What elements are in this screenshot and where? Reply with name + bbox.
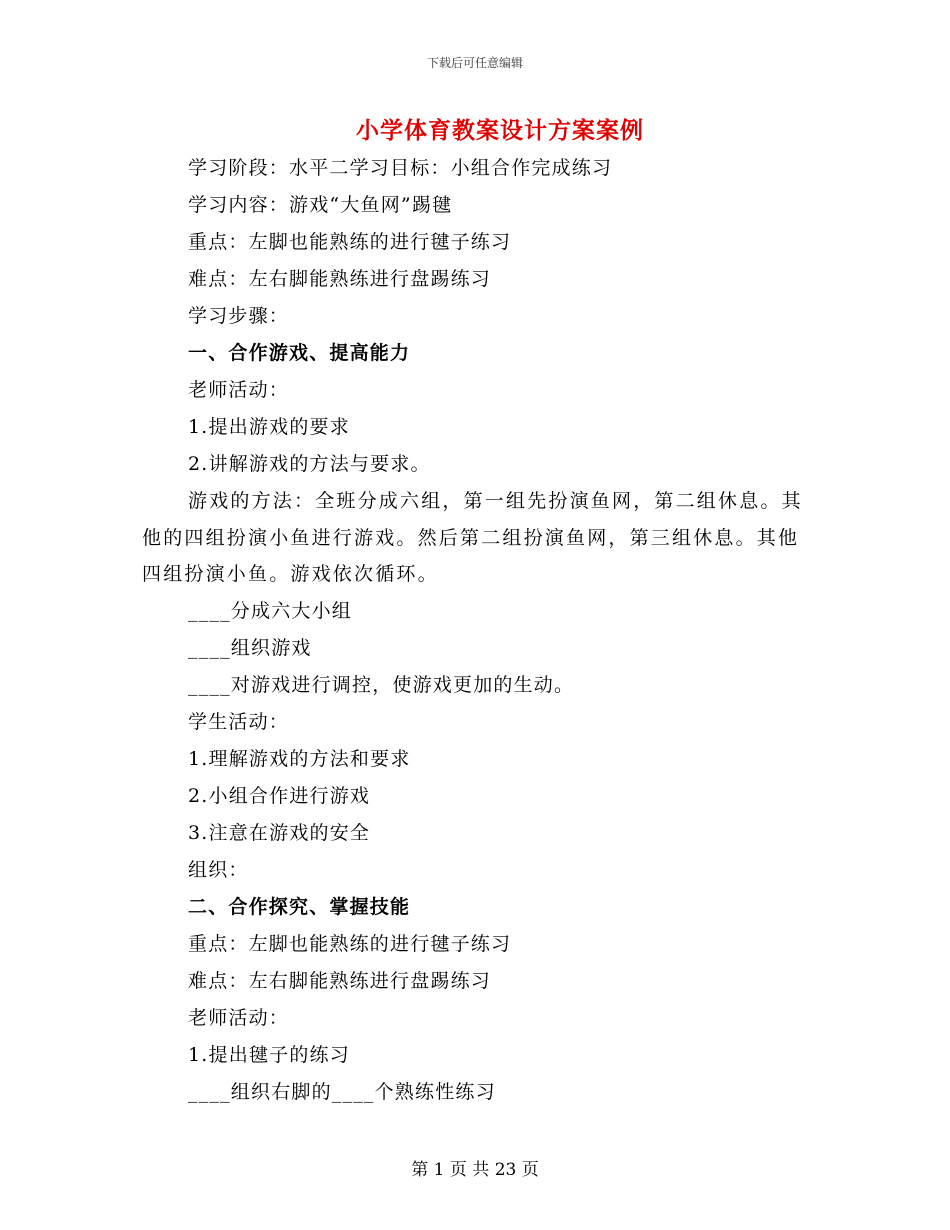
list-item: 2.讲解游戏的方法与要求。 (188, 453, 431, 475)
teacher-activity-label: 老师活动： (188, 379, 290, 401)
list-item: 1.理解游戏的方法和要求 (188, 747, 411, 770)
game-method-paragraph: 游戏的方法：全班分成六组，第一组先扮演鱼网，第二组休息。其他的四组扮演小鱼进行游戏。然后第二组扮演鱼网，第三组休息。其他四组扮演小鱼。游戏依次循环。 (142, 490, 803, 585)
list-item: 2.小组合作进行游戏 (188, 784, 371, 807)
document-title: 小学体育教案设计方案案例 (356, 117, 644, 144)
page-number-footer: 第 1 页 共 23 页 (411, 1160, 539, 1180)
key-point-line: 重点：左脚也能熟练的进行毽子练习 (188, 231, 512, 253)
difficulty-line: 难点：左右脚能熟练进行盘踢练习 (188, 969, 492, 992)
key-point-line: 重点：左脚也能熟练的进行毽子练习 (188, 932, 512, 955)
list-item: ____分成六大小组 (188, 599, 353, 622)
list-item: ____组织右脚的____个熟练性练习 (188, 1080, 496, 1103)
organization-label: 组织： (188, 858, 249, 881)
learning-stage-line: 学习阶段：水平二学习目标：小组合作完成练习 (188, 157, 613, 179)
list-item: 1.提出毽子的练习 (188, 1043, 350, 1066)
difficulty-line: 难点：左右脚能熟练进行盘踢练习 (188, 268, 492, 290)
list-item: ____对游戏进行调控，使游戏更加的生动。 (188, 673, 575, 696)
section-heading-2: 二、合作探究、掌握技能 (188, 895, 411, 918)
document-body (142, 150, 812, 1111)
teacher-activity-label: 老师活动： (188, 1006, 290, 1029)
section-heading-1: 一、合作游戏、提高能力 (188, 342, 411, 364)
learning-content-line: 学习内容：游戏“大鱼网”踢毽 (188, 194, 453, 216)
learning-steps-line: 学习步骤： (188, 305, 290, 327)
list-item: 3.注意在游戏的安全 (188, 821, 371, 844)
list-item: 1.提出游戏的要求 (188, 416, 350, 438)
list-item: ____组织游戏 (188, 636, 312, 659)
student-activity-label: 学生活动： (188, 710, 290, 733)
header-note: 下载后可任意编辑 (426, 56, 523, 70)
